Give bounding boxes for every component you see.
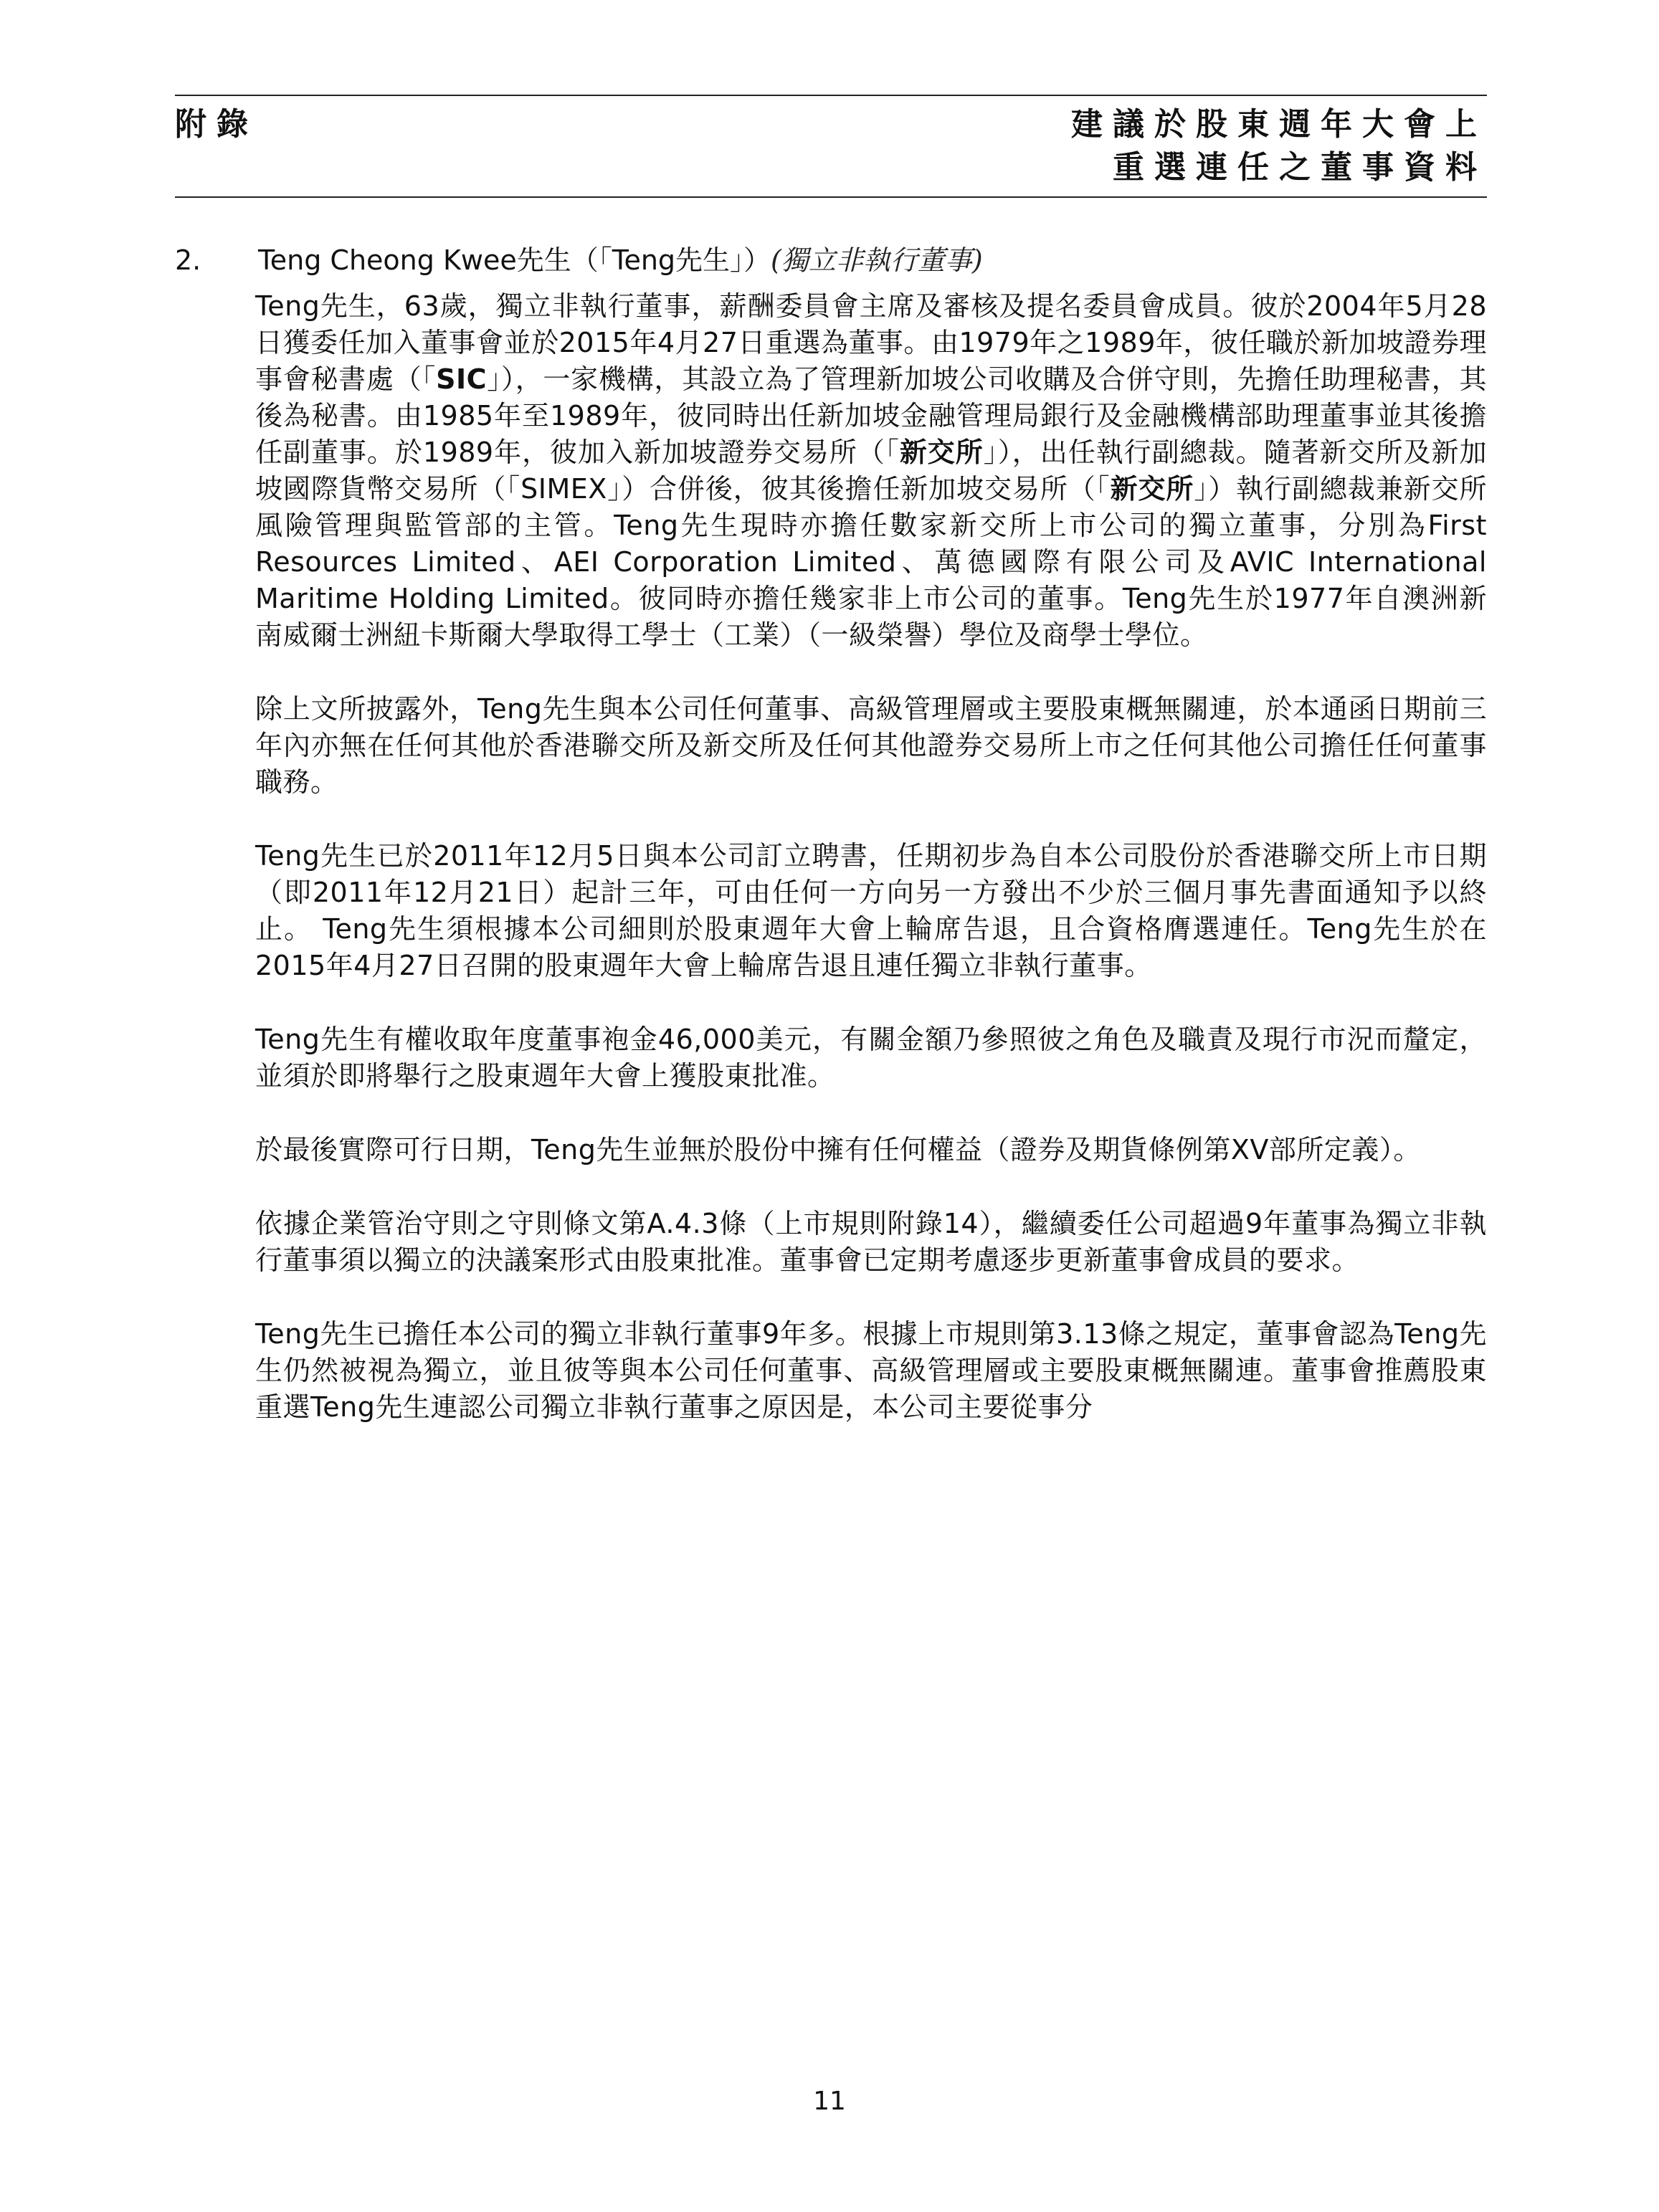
- header-section-title: [1071, 103, 1487, 189]
- biography-text-5: 」）執行副總裁兼新交所風險管理與監管部的主管。Teng先生現時亦擔任數家新交所上市公司的獨立董事，分別為First Resources Limited、AEI Corporation Limited、萬德國際有限公司及AVIC International Maritime Holding Limited。彼同時亦擔任幾家非上市公司的董事。Teng先生於1977年自澳洲新南威爾士洲紐卡斯爾大學取得工學士（工業）（一級榮譽）學位及商學士學位。: [255, 473, 1487, 651]
- biography-defined-term-sic: SIC: [436, 363, 488, 395]
- paragraph-relationships: 除上文所披露外，Teng先生與本公司任何董事、高級管理層或主要股東概無關連，於本通函日期前三年內亦無在任何其他於香港聯交所及新交所及任何其他證券交易所上市之任何其他公司擔任任何董事職務。: [255, 693, 1487, 798]
- paragraph-biography: [255, 288, 1487, 654]
- section-number: 2.: [175, 244, 201, 276]
- page-number: 11: [813, 2087, 846, 2116]
- biography-defined-term-sgx-1: 新交所: [899, 437, 984, 468]
- header-title-line-1: 建議於股東週年大會上: [1071, 106, 1487, 143]
- biography-text-1: Teng先生，63歲，獨立非執行董事，薪酬委員會主席及審核及提名委員會成員。彼於2004年5月28日獲委任加入董事會並於2015年4月27日重選為董事。由1979年之1989年，彼任職於新加坡證券理事會秘書處（「: [255, 290, 1487, 395]
- header-title-line-2: 重選連任之董事資料: [1113, 149, 1487, 186]
- director-role: (獨立非執行董事): [771, 244, 983, 276]
- document-body: [255, 288, 1487, 1463]
- paragraph-interests: 於最後實際可行日期，Teng先生並無於股份中擁有任何權益（證券及期貨條例第XV部所定義）。: [255, 1134, 1421, 1165]
- biography-text-2: 」），一家機構，其設立為了管理新加坡公司收購及合併守則，先擔任助理秘書，其後為秘書。由1985年至1989年，彼同時出任新加坡金融管理局銀行及金融機構部助理董事並其後擔任副董事。於1989年，彼加入新加坡證券交易所（「: [255, 363, 1487, 468]
- biography-simex: SIMEX: [520, 473, 607, 505]
- paragraph-appointment-letter: Teng先生已於2011年12月5日與本公司訂立聘書，任期初步為自本公司股份於香港聯交所上市日期（即2011年12月21日）起計三年，可由任何一方向另一方發出不少於三個月事先書面通知予以終止。 Teng先生須根據本公司細則於股東週年大會上輪席告退，且合資格膺選連任。Teng先生於在2015年4月27日召開的股東週年大會上輪席告退且連任獨立非執行董事。: [255, 840, 1487, 981]
- paragraph-independence: Teng先生已擔任本公司的獨立非執行董事9年多。根據上市規則第3.13條之規定，董事會認為Teng先生仍然被視為獨立，並且彼等與本公司任何董事、高級管理層或主要股東概無關連。董事會推薦股東重選Teng先生連認公司獨立非執行董事之原因是，本公司主要從事分: [255, 1318, 1487, 1423]
- paragraph-governance-code: 依據企業管治守則之守則條文第A.4.3條（上市規則附錄14），繼續委任公司超過9年董事為獨立非執行董事須以獨立的決議案形式由股東批准。董事會已定期考慮逐步更新董事會成員的要求。: [255, 1208, 1487, 1276]
- director-name: Teng Cheong Kwee先生（「Teng先生」）: [258, 244, 771, 276]
- header-appendix-label: 附錄: [175, 106, 258, 143]
- biography-text-4: 」）合併後，彼其後擔任新加坡交易所（「: [607, 473, 1111, 505]
- header-top-rule: [175, 95, 1487, 96]
- header-bottom-rule: [175, 196, 1487, 198]
- paragraph-directors-fee: Teng先生有權收取年度董事袍金46,000美元，有關金額乃參照彼之角色及職責及現行市況而釐定，並須於即將舉行之股東週年大會上獲股東批准。: [255, 1024, 1487, 1092]
- biography-text-3: 」），出任執行副總裁。隨著新交所及新加坡國際貨幣交易所（「: [255, 437, 1487, 505]
- section-heading: [258, 242, 983, 278]
- biography-defined-term-sgx-2: 新交所: [1110, 473, 1194, 505]
